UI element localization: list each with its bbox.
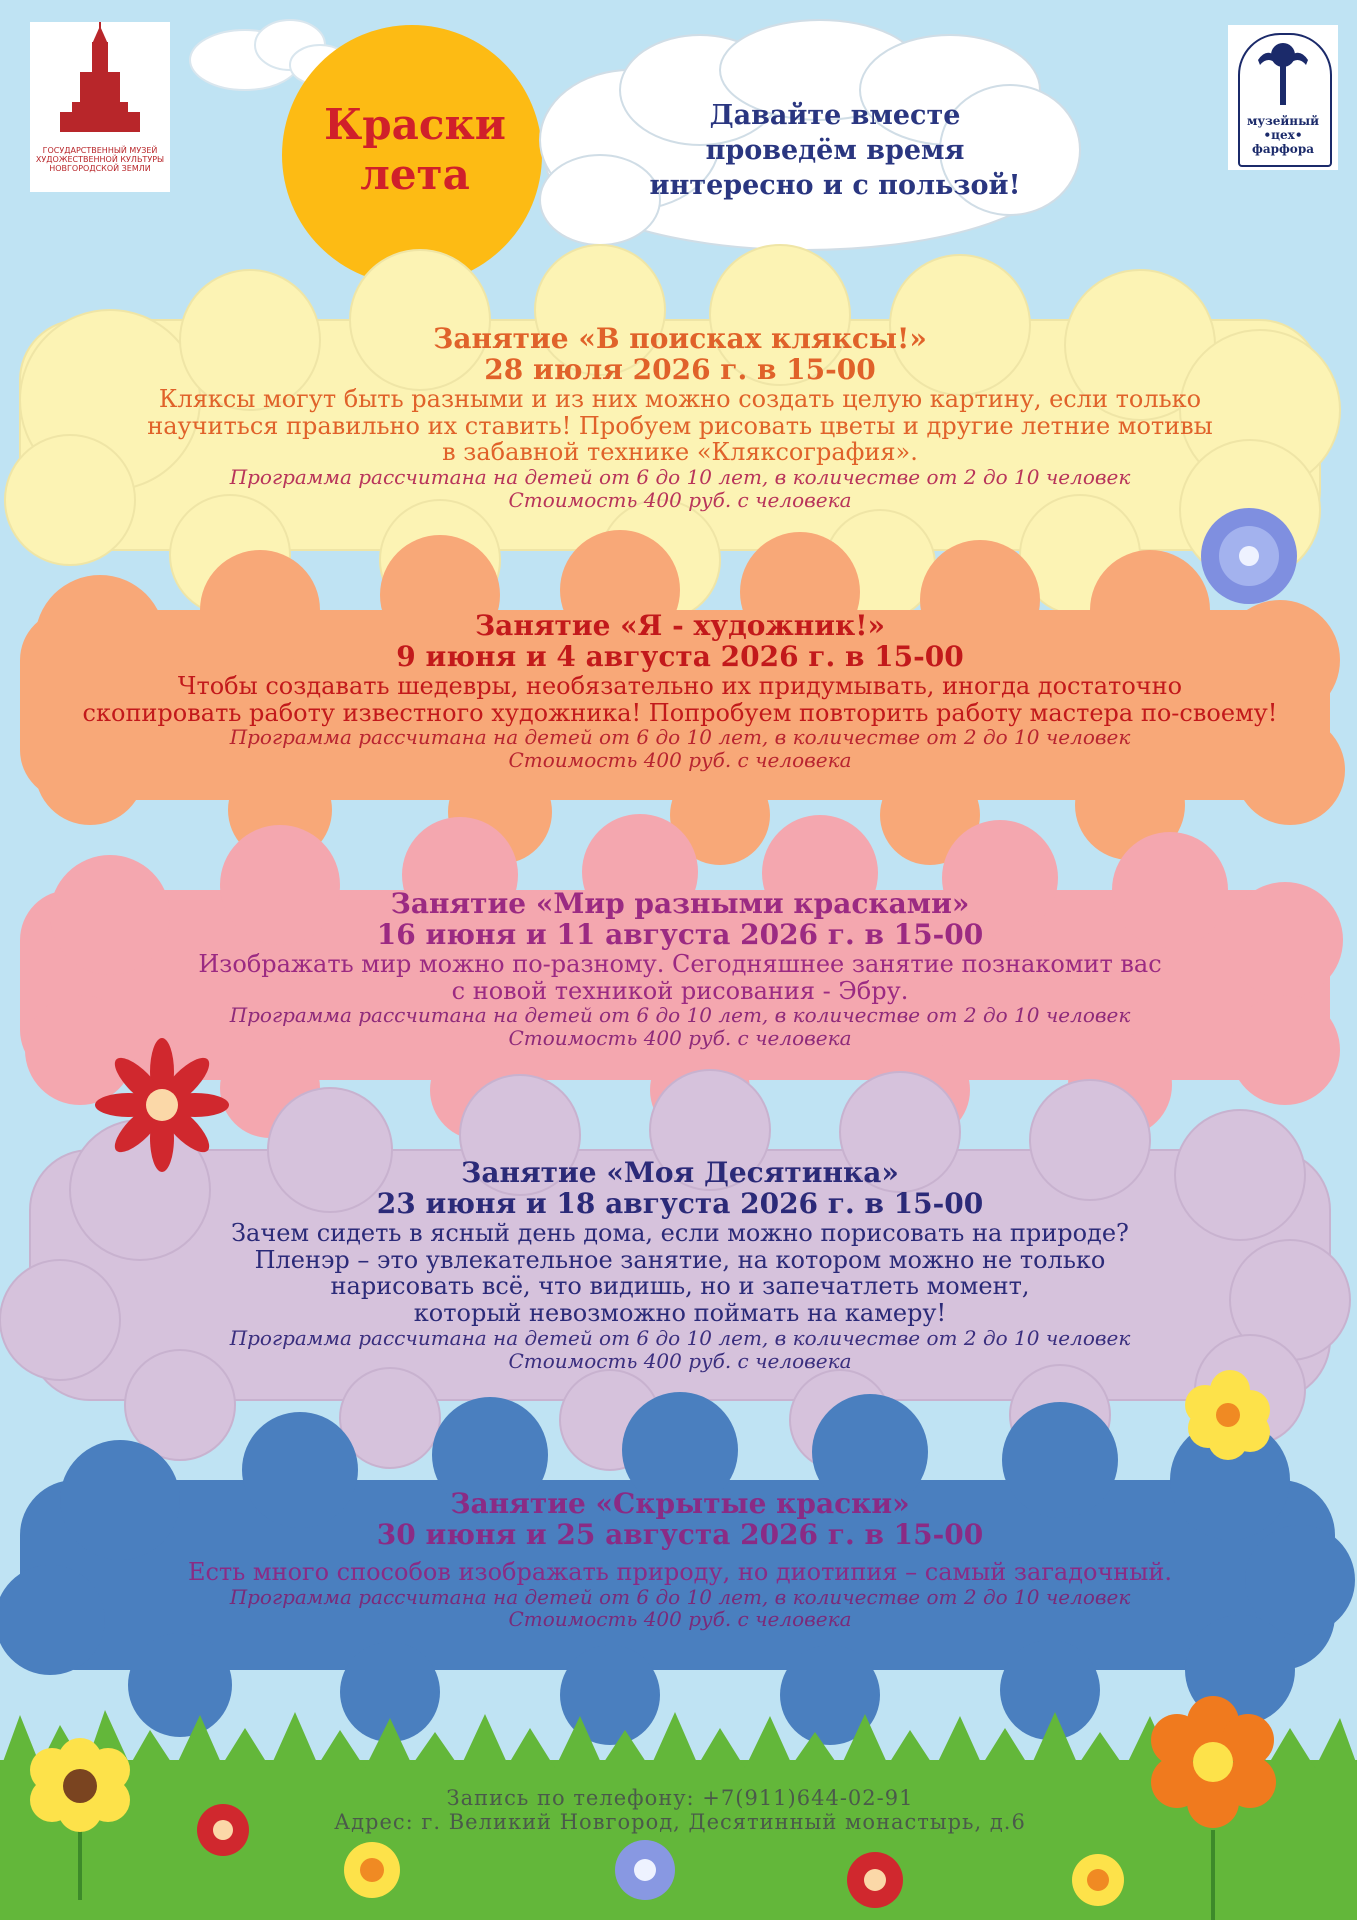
class-desc-line: Пленэр – это увлекательное занятие, на котором можно не только bbox=[254, 1245, 1106, 1274]
class-title: Занятие «В поисках кляксы!» bbox=[433, 322, 927, 355]
porcelain-figure-icon bbox=[1228, 35, 1338, 115]
class-program: Программа рассчитана на детей от 6 до 10 лет, в количестве от 2 до 10 человек bbox=[229, 1003, 1131, 1028]
footer-contact bbox=[180, 1786, 1180, 1834]
workshop-logo bbox=[1228, 25, 1338, 170]
class-block-2 bbox=[20, 610, 1340, 771]
blue-flower-bottom bbox=[615, 1840, 675, 1900]
class-date: 30 июня и 25 августа 2026 г. в 15-00 bbox=[376, 1518, 984, 1552]
class-desc-line: с новой техникой рисования - Эбру. bbox=[451, 976, 909, 1005]
class-title: Занятие «Моя Десятинка» bbox=[461, 1156, 899, 1189]
church-icon bbox=[30, 22, 170, 142]
class-program: Программа рассчитана на детей от 6 до 10 лет, в количестве от 2 до 10 человек bbox=[229, 1584, 1131, 1609]
workshop-logo-line: фарфора bbox=[1252, 141, 1314, 156]
class-price: Стоимость 400 руб. с человека bbox=[508, 1348, 852, 1373]
class-date: 16 июня и 11 августа 2026 г. в 15-00 bbox=[376, 918, 984, 952]
blue-flower-decoration-top bbox=[1201, 508, 1297, 604]
intro-line: Давайте вместе bbox=[709, 100, 961, 131]
yellow-flower-bottom-2 bbox=[1072, 1854, 1124, 1906]
class-program: Программа рассчитана на детей от 6 до 10 лет, в количестве от 2 до 10 человек bbox=[229, 725, 1131, 750]
intro-message bbox=[610, 98, 1060, 203]
yellow-flower-bottom bbox=[344, 1842, 400, 1898]
class-program: Программа рассчитана на детей от 6 до 10 лет, в количестве от 2 до 10 человек bbox=[229, 465, 1131, 490]
workshop-logo-line: музейный bbox=[1246, 114, 1319, 128]
class-date: 23 июня и 18 августа 2026 г. в 15-00 bbox=[376, 1187, 984, 1221]
sun-title bbox=[300, 100, 530, 201]
sun-title-line: лета bbox=[360, 150, 470, 200]
class-block-5 bbox=[20, 1488, 1340, 1630]
class-desc-line: Есть много способов изображать природу, но диотипия – самый загадочный. bbox=[187, 1557, 1173, 1586]
museum-logo-line: НОВГОРОДСКОЙ ЗЕМЛИ bbox=[49, 164, 151, 174]
red-flower-bottom-2 bbox=[847, 1852, 903, 1908]
class-date: 9 июня и 4 августа 2026 г. в 15-00 bbox=[396, 640, 964, 674]
museum-logo-line: ХУДОЖЕСТВЕННОЙ КУЛЬТУРЫ bbox=[35, 155, 165, 165]
class-title: Занятие «Я - художник!» bbox=[474, 609, 885, 642]
class-desc-line: Кляксы могут быть разными и из них можно создать целую картину, если только bbox=[158, 384, 1202, 413]
class-desc-line: в забавной технике «Кляксография». bbox=[442, 438, 918, 467]
footer-address: Адрес: г. Великий Новгород, Десятинный монастырь, д.6 bbox=[334, 1810, 1026, 1835]
class-desc-line: Зачем сидеть в ясный день дома, если можно порисовать на природе? bbox=[231, 1218, 1129, 1247]
class-price: Стоимость 400 руб. с человека bbox=[508, 1025, 852, 1050]
class-block-3 bbox=[20, 888, 1340, 1049]
intro-line: интересно и с пользой! bbox=[649, 170, 1021, 202]
class-block-1 bbox=[20, 323, 1340, 511]
class-desc-line: нарисовать всё, что видишь, но и запечатлеть момент, bbox=[330, 1272, 1030, 1301]
class-date: 28 июля 2026 г. в 15-00 bbox=[484, 353, 876, 387]
class-price: Стоимость 400 руб. с человека bbox=[508, 747, 852, 772]
footer-phone: Запись по телефону: +7(911)644-02-91 bbox=[446, 1786, 914, 1810]
class-title: Занятие «Мир разными красками» bbox=[390, 887, 970, 920]
sun-title-line: Краски bbox=[324, 100, 506, 149]
intro-line: проведём время bbox=[705, 135, 965, 167]
workshop-logo-line: •цех• bbox=[1263, 127, 1303, 142]
museum-logo-line: ГОСУДАРСТВЕННЫЙ МУЗЕЙ bbox=[42, 146, 158, 155]
class-desc-line: научиться правильно их ставить! Пробуем рисовать цветы и другие летние мотивы bbox=[147, 411, 1213, 440]
class-title: Занятие «Скрытые краски» bbox=[450, 1487, 910, 1520]
class-price: Стоимость 400 руб. с человека bbox=[508, 487, 852, 512]
class-desc-line: скопировать работу известного художника! Попробуем повторить работу мастера по-своему! bbox=[82, 698, 1278, 727]
class-desc-line: Чтобы создавать шедевры, необязательно их придумывать, иногда достаточно bbox=[177, 671, 1183, 700]
class-block-4 bbox=[20, 1157, 1340, 1372]
museum-logo bbox=[30, 22, 170, 192]
class-desc-line: который невозможно поймать на камеру! bbox=[413, 1299, 947, 1328]
class-program: Программа рассчитана на детей от 6 до 10 лет, в количестве от 2 до 10 человек bbox=[229, 1326, 1131, 1351]
class-price: Стоимость 400 руб. с человека bbox=[508, 1606, 852, 1631]
class-desc-line: Изображать мир можно по-разному. Сегодняшнее занятие познакомит вас bbox=[198, 949, 1162, 978]
